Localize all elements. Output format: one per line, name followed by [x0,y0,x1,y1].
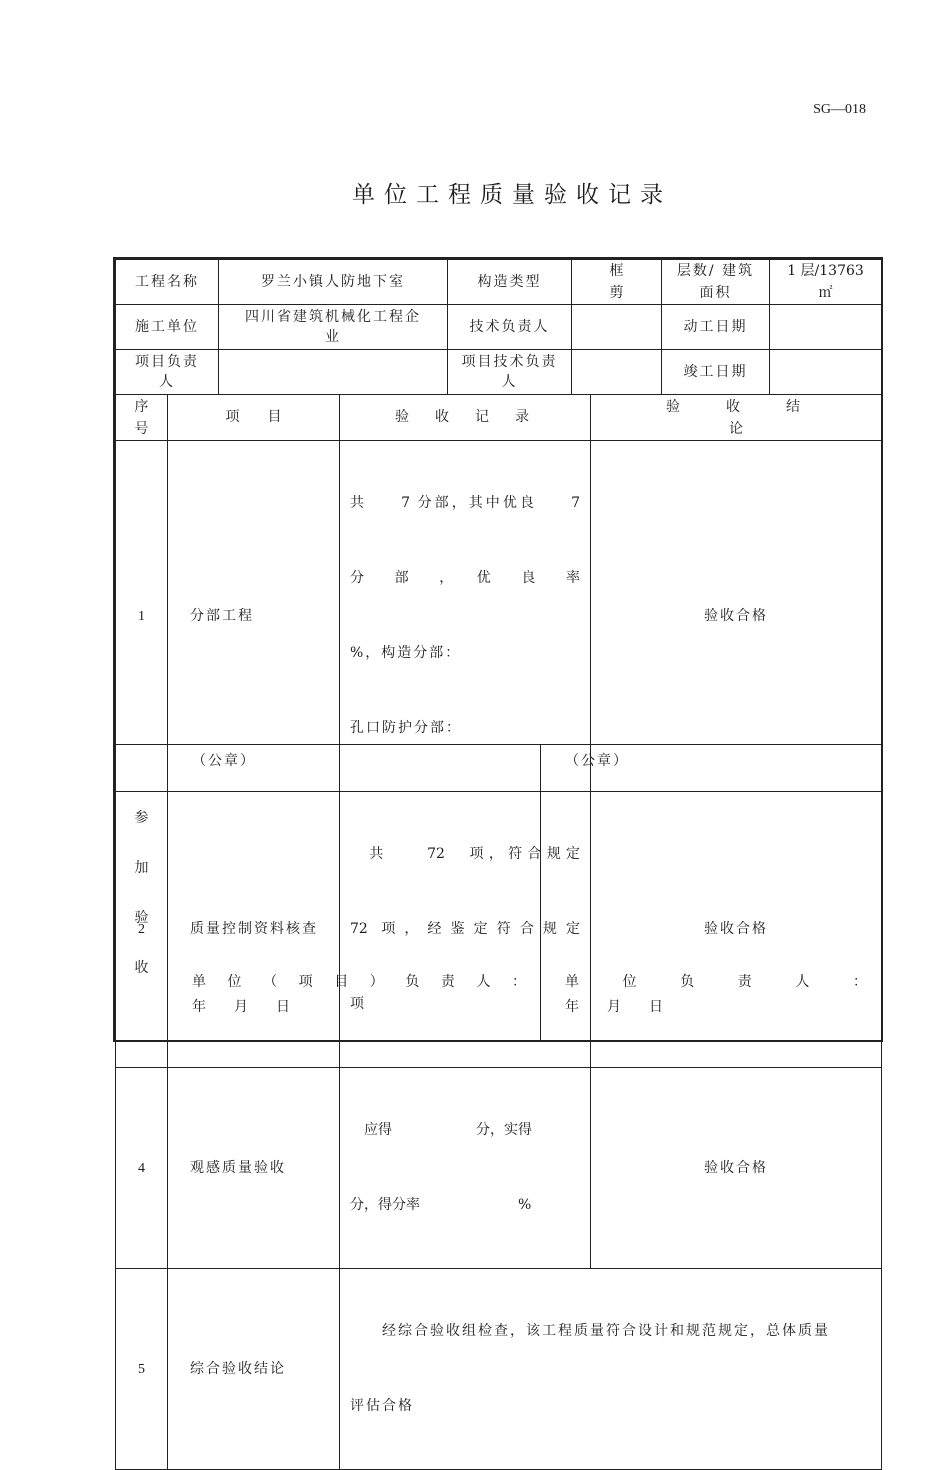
table-row [116,441,882,792]
row-item: 综合验收结论 [168,1269,340,1470]
column-item: 项 目 [168,395,340,441]
row-conclusion: 验收合格 [591,1068,882,1269]
left-signer: 单位（项目）负责人： [192,974,526,990]
right-date: 年 月 日 [565,999,663,1015]
row-record-line: 72 项，经鉴定符合规定 [350,921,580,937]
row-record-line: 经综合验收组检查，该工程质量符合设计和规范规定，总体质量 [350,1323,830,1339]
project-tech-lead-label [448,350,572,395]
floors-area-line2: ㎡ [818,285,833,301]
participate-char: 加 [134,860,149,876]
contractor-line2: 业 [325,329,341,345]
contractor-value [219,305,448,350]
structure-type-label: 构造类型 [448,260,572,305]
right-seal: （公章） [565,753,629,769]
structure-type-line2: 剪 [609,285,624,301]
project-name-value: 罗兰小镇人防地下室 [219,260,448,305]
tech-lead-value [572,305,662,350]
structure-type-line1: 框 [609,263,624,279]
page-title: 单位工程质量验收记录 [352,182,672,208]
row-record-line: 孔口防护分部： [350,720,462,736]
row-item: 分部工程 [168,441,340,792]
row-record-line: 项 [350,996,364,1012]
row-record [340,1269,882,1470]
row-record [340,1068,591,1269]
header-table [115,259,882,395]
start-date-label: 动工日期 [662,305,770,350]
floors-area-label [662,260,770,305]
row-record-line: 共 72 项，符合规定 [350,846,580,862]
row-record-line: %，构造分部： [350,645,462,661]
project-tech-lead-label-line2: 人 [501,374,518,390]
row-record-line: 共 7 分部，其中优良 7 [350,495,580,511]
column-seq [116,395,168,441]
row-item: 质量控制资料核查 [168,792,340,1068]
floors-area-value [770,260,882,305]
project-manager-value [219,350,448,395]
column-conclusion-line2: 论 [729,420,743,437]
participate-char: 验 [134,910,149,926]
contractor-line1: 四川省建筑机械化工程企 [245,309,421,325]
floors-area-line1: 1 层/13763 [787,263,864,279]
sign-left [168,745,541,1042]
row-seq: 5 [116,1269,168,1470]
acceptance-form [113,257,883,1414]
sign-table [115,744,882,1042]
row-seq: 2 [116,792,168,1068]
row-record-line: 分 部 ， 优 良 率 [350,570,580,586]
contractor-label: 施工单位 [116,305,219,350]
column-record: 验 收 记 录 [340,395,591,441]
table-row [116,1269,882,1470]
row-conclusion: 验收合格 [591,441,882,792]
tech-lead-label: 技术负责人 [448,305,572,350]
column-seq-line1: 序 [134,398,149,415]
row-seq: 1 [116,441,168,792]
row-item: 观感质量验收 [168,1068,340,1269]
floors-area-label-line2: 面积 [699,285,732,301]
row-record-line: 评估合格 [350,1398,414,1414]
right-signer: 单位负责人： [565,974,867,990]
column-conclusion [591,395,882,441]
row-conclusion: 验收合格 [591,792,882,1068]
floors-area-label-line1: 层数/ 建筑 [676,263,755,279]
completion-date-label: 竣工日期 [662,350,770,395]
start-date-value [770,305,882,350]
column-seq-line2: 号 [134,420,149,437]
left-date: 年 月 日 [192,999,290,1015]
project-manager-label [116,350,219,395]
structure-type-value [572,260,662,305]
project-tech-lead-label-line1: 项目技术负责 [461,354,558,370]
participate-label [116,745,168,1042]
row-record-line: 分，得分率 % [350,1197,532,1213]
project-manager-label-line2: 人 [159,374,175,390]
form-code: SG—018 [813,102,866,117]
participate-char: 参 [134,810,149,826]
left-seal: （公章） [192,753,256,769]
row-record [340,441,591,792]
project-manager-label-line1: 项目负责 [135,354,199,370]
project-tech-lead-value [572,350,662,395]
table-row [116,1068,882,1269]
row-seq: 4 [116,1068,168,1269]
column-conclusion-line1: 验 收 结 [666,398,806,415]
project-name-label: 工程名称 [116,260,219,305]
participate-char: 收 [134,960,149,976]
sign-right [541,745,882,1042]
completion-date-value [770,350,882,395]
row-record-line: 应得 分，实得 [350,1122,532,1138]
